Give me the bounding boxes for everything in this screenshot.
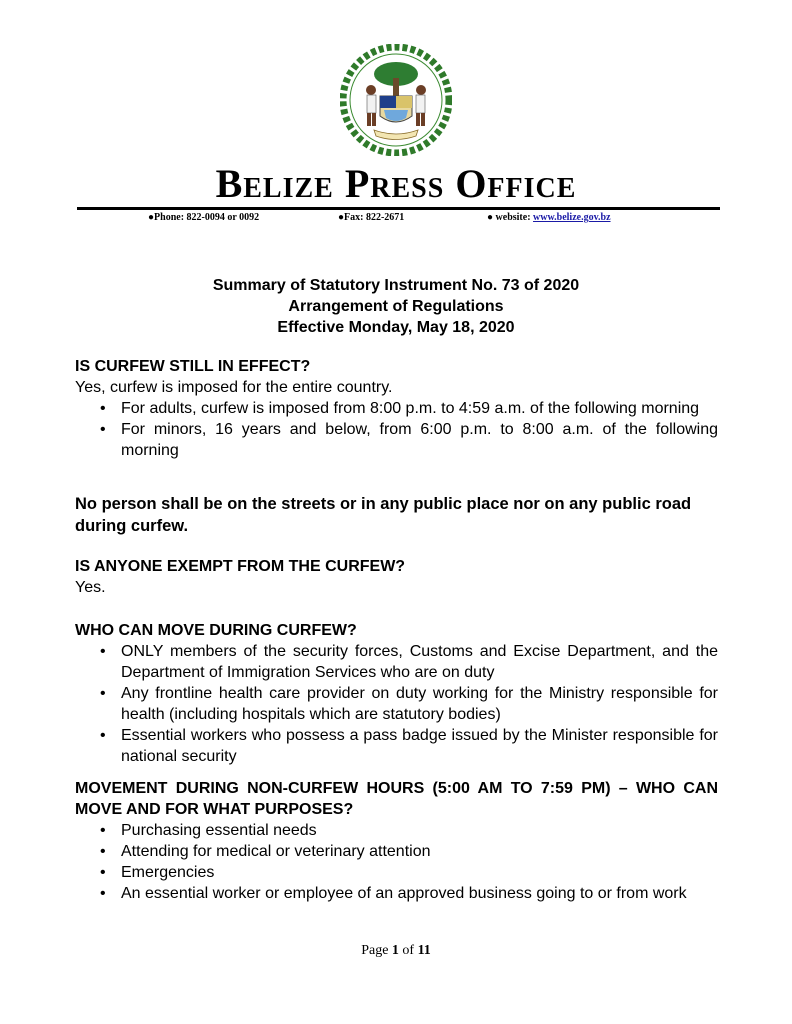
bullet-icon: • [100, 727, 106, 744]
bullet-icon: • [100, 421, 106, 438]
list-item [75, 725, 718, 767]
list-item-text: Purchasing essential needs [121, 822, 317, 839]
list-item-text: Any frontline health care provider on duty working for the Ministry responsible for health (including hospitals which are statutory bodies) [121, 685, 718, 723]
fax-contact: ●Fax: 822-2671 [338, 212, 405, 223]
section-non-curfew-movement [75, 778, 718, 904]
bullet-list [75, 641, 718, 767]
section-answer: Yes. [75, 579, 106, 596]
bullet-icon: • [100, 685, 106, 702]
section-heading: WHO CAN MOVE DURING CURFEW? [75, 622, 357, 639]
bullet-list [75, 398, 718, 461]
section-heading: MOVEMENT DURING NON-CURFEW HOURS (5:00 AM TO 7:59 PM) – WHO CAN MOVE AND FOR WHAT PURPOSES? [75, 780, 718, 818]
total-page-count: 11 [417, 943, 431, 958]
section-who-can-move [75, 620, 718, 767]
list-item [75, 883, 718, 904]
phone-contact: ●Phone: 822-0094 or 0092 [148, 212, 260, 223]
section-heading: IS ANYONE EXEMPT FROM THE CURFEW? [75, 558, 406, 575]
header-divider [77, 207, 720, 210]
summary-title-block [0, 275, 792, 338]
website-link[interactable]: www.belize.gov.bz [533, 212, 611, 223]
current-page-number: 1 [391, 943, 399, 958]
list-item [75, 641, 718, 683]
list-item-text: An essential worker or employee of an approved business going to or from work [121, 885, 687, 902]
list-item-text: Emergencies [121, 864, 215, 881]
list-item-text: For minors, 16 years and below, from 6:00 p.m. to 8:00 a.m. of the following morning [121, 421, 718, 459]
section-heading: IS CURFEW STILL IN EFFECT? [75, 358, 311, 375]
page-word: Page [361, 943, 392, 958]
bullet-list [75, 820, 718, 904]
page-footer [0, 943, 792, 959]
section-intro: Yes, curfew is imposed for the entire country. [75, 379, 393, 396]
belize-coat-of-arms-emblem [340, 44, 452, 156]
section-curfew [75, 356, 718, 461]
list-item-text: ONLY members of the security forces, Customs and Excise Department, and the Department of Immigration Services who are on duty [121, 643, 718, 681]
bullet-icon: • [100, 643, 106, 660]
bullet-icon: • [100, 885, 106, 902]
bullet-icon: • [100, 864, 106, 881]
summary-line-1: Summary of Statutory Instrument No. 73 of 2020 [212, 277, 580, 294]
summary-line-2: Arrangement of Regulations [288, 298, 504, 315]
bullet-icon: • [100, 843, 106, 860]
list-item-text: Essential workers who possess a pass badge issued by the Minister responsible for national security [121, 727, 718, 765]
bullet-icon: • [100, 822, 106, 839]
list-item [75, 683, 718, 725]
list-item [75, 419, 718, 461]
list-item [75, 862, 718, 883]
website-label: ● website: [487, 212, 534, 223]
section-exempt [75, 556, 718, 598]
summary-line-3: Effective Monday, May 18, 2020 [277, 319, 515, 336]
press-office-title: Belize Press Office [215, 161, 577, 206]
list-item [75, 820, 718, 841]
list-item [75, 841, 718, 862]
website-contact [487, 212, 611, 223]
list-item-text: For adults, curfew is imposed from 8:00 p.m. to 4:59 a.m. of the following morning [121, 400, 700, 417]
list-item-text: Attending for medical or veterinary attention [121, 843, 431, 860]
bullet-icon: • [100, 400, 106, 417]
list-item [75, 398, 718, 419]
of-word: of [398, 943, 418, 958]
curfew-notice: No person shall be on the streets or in any public place nor on any public road during curfew. [75, 495, 692, 535]
